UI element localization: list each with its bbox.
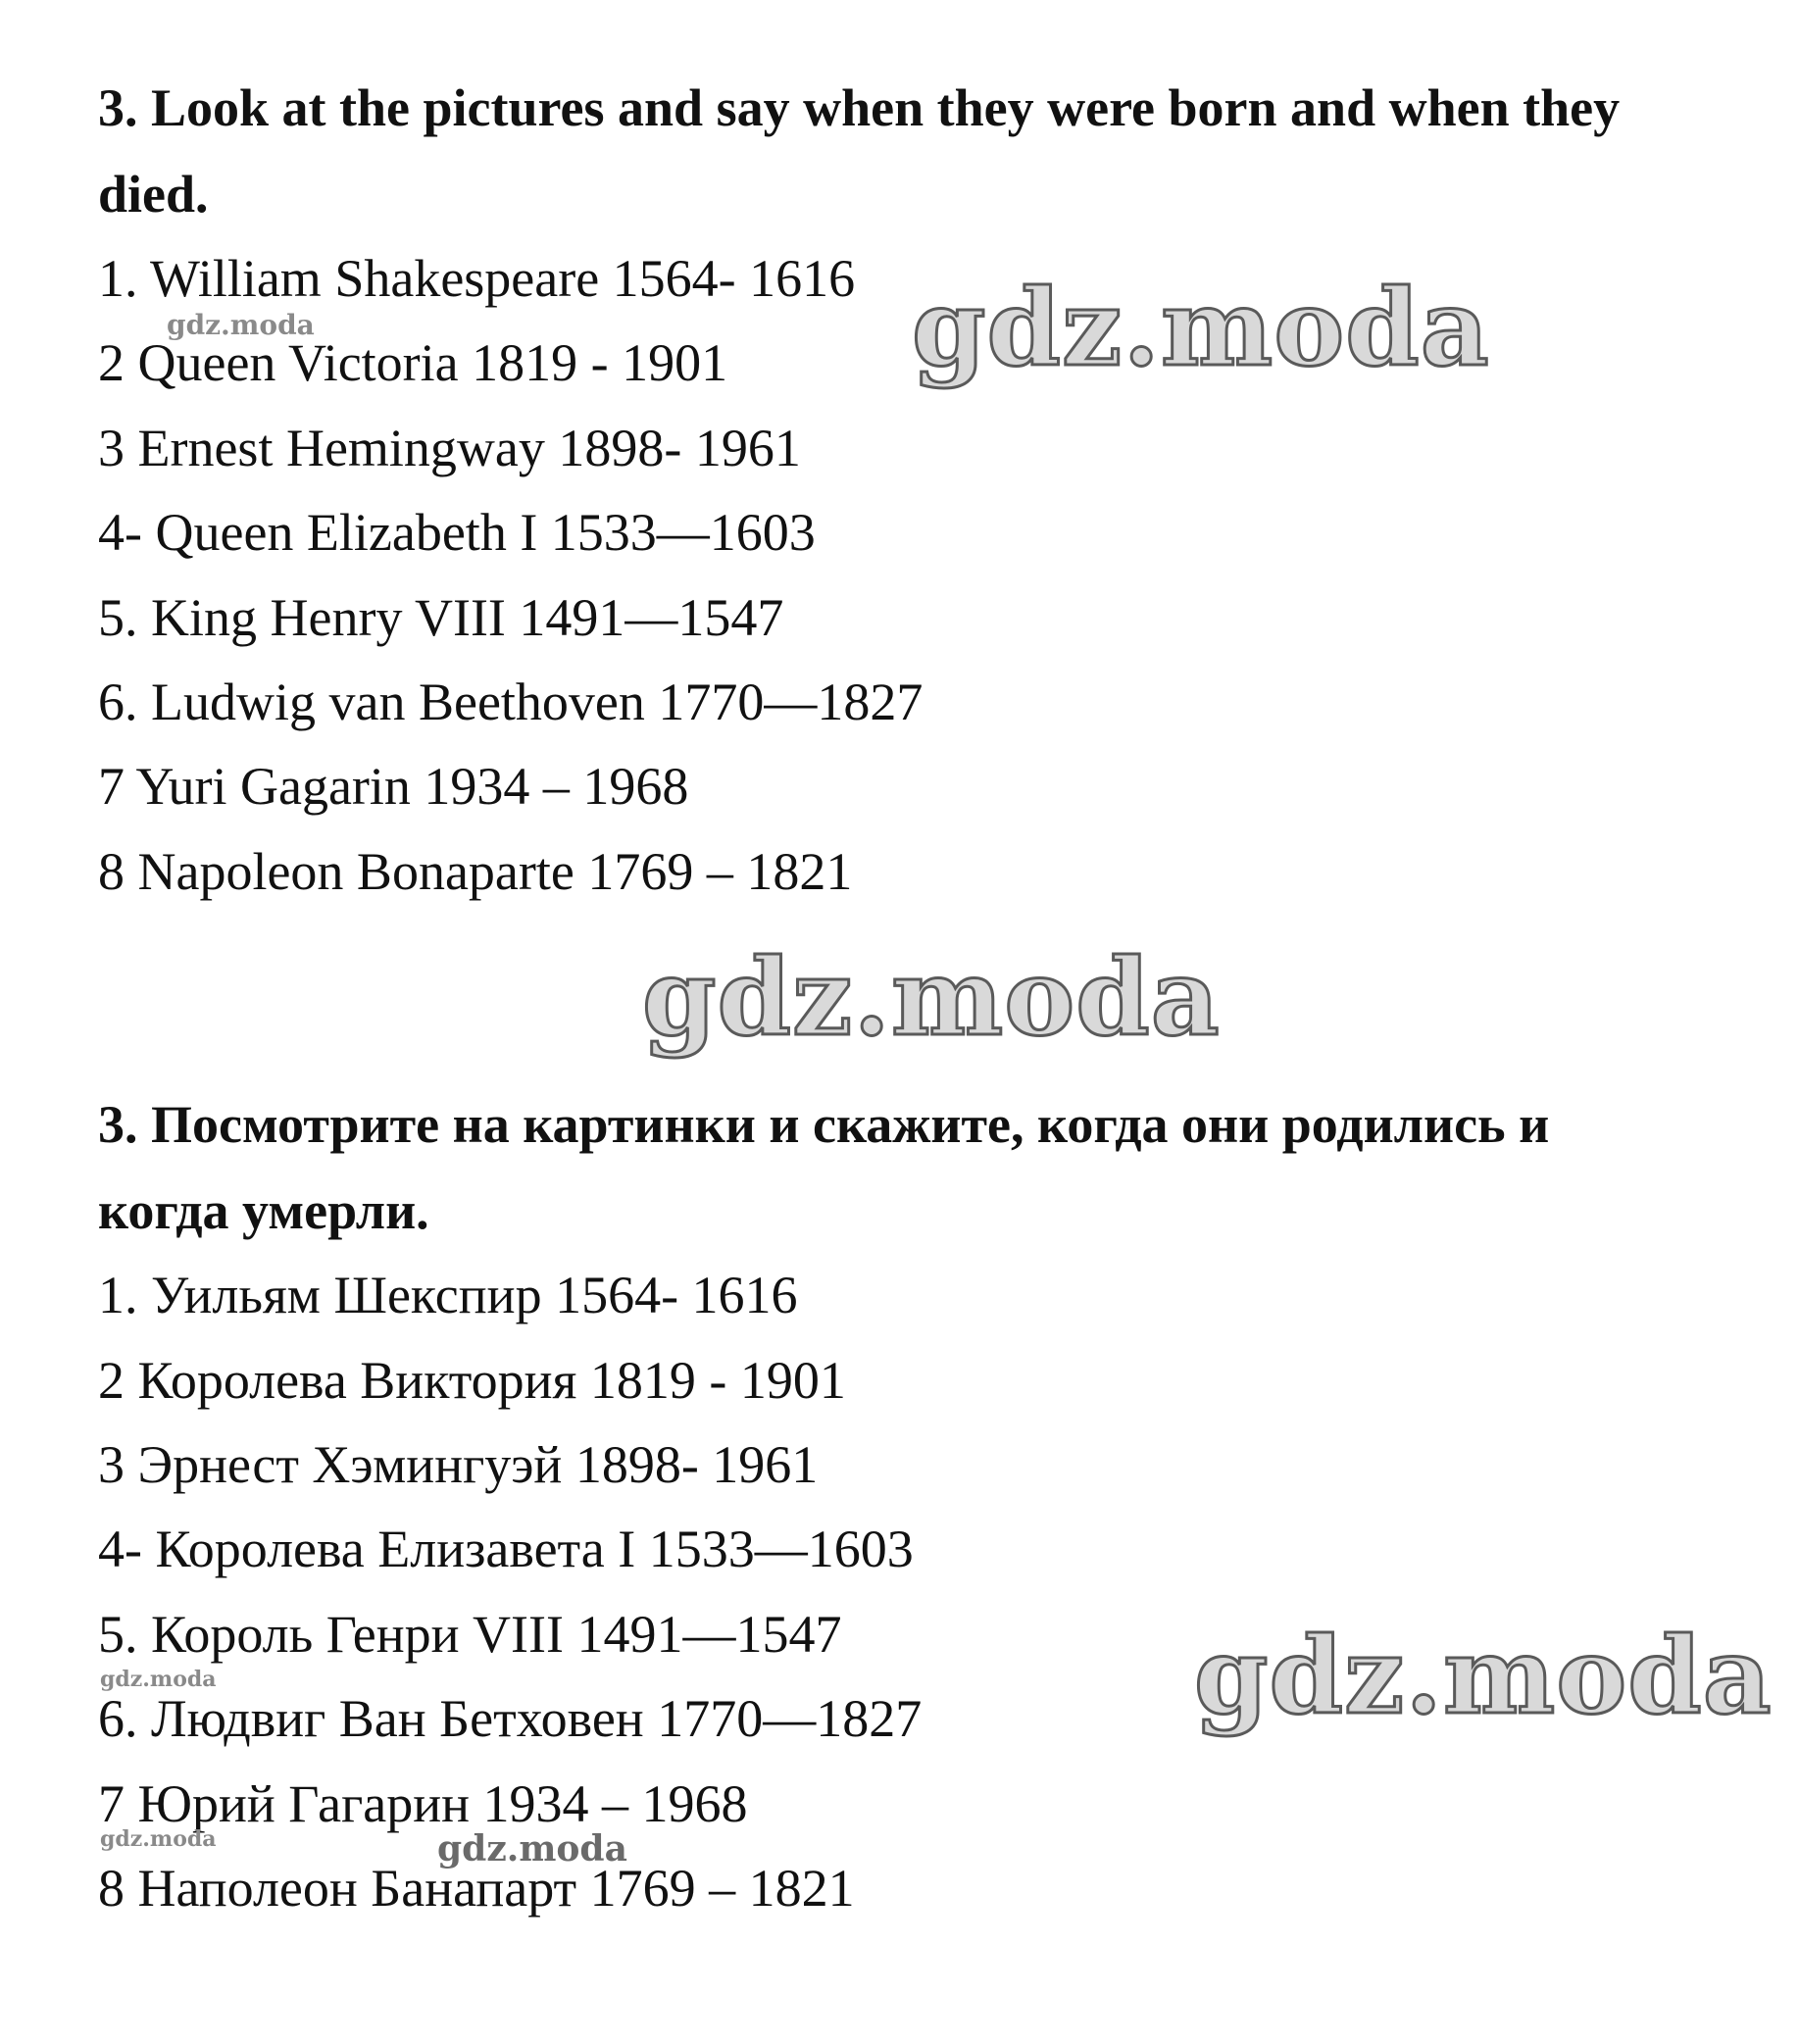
english-heading-line-1: 3. Look at the pictures and say when they were born and when they bbox=[98, 78, 1621, 137]
watermark-large: gdz.moda bbox=[912, 267, 1490, 390]
watermark-small: gdz.moda bbox=[437, 1828, 627, 1870]
watermark-small: gdz.moda bbox=[167, 309, 315, 341]
russian-item-2: 2 Королева Виктория 1819 - 1901 bbox=[98, 1351, 846, 1410]
russian-item-1: 1. Уильям Шекспир 1564- 1616 bbox=[98, 1266, 798, 1324]
russian-item-5: 5. Король Генри VIII 1491—1547 bbox=[98, 1605, 842, 1664]
watermark-small: gdz.moda bbox=[100, 1826, 217, 1852]
english-item-2: 2 Queen Victoria 1819 - 1901 bbox=[98, 333, 728, 392]
english-item-3: 3 Ernest Hemingway 1898- 1961 bbox=[98, 419, 801, 477]
english-item-7: 7 Yuri Gagarin 1934 – 1968 bbox=[98, 757, 689, 816]
english-item-6: 6. Ludwig van Beethoven 1770—1827 bbox=[98, 673, 924, 731]
english-item-8: 8 Napoleon Bonaparte 1769 – 1821 bbox=[98, 842, 853, 901]
english-item-5: 5. King Henry VIII 1491—1547 bbox=[98, 588, 784, 647]
english-heading-line-2: died. bbox=[98, 165, 209, 224]
russian-heading-line-1: 3. Посмотрите на картинки и скажите, когда они родились и bbox=[98, 1095, 1550, 1154]
russian-item-8: 8 Наполеон Банапарт 1769 – 1821 bbox=[98, 1859, 855, 1918]
watermark-large: gdz.moda bbox=[642, 936, 1221, 1060]
watermark-large: gdz.moda bbox=[1194, 1615, 1773, 1738]
russian-item-4: 4- Королева Елизавета I 1533—1603 bbox=[98, 1520, 914, 1578]
russian-item-7: 7 Юрий Гагарин 1934 – 1968 bbox=[98, 1774, 748, 1833]
watermark-small: gdz.moda bbox=[100, 1667, 217, 1692]
russian-heading-line-2: когда умерли. bbox=[98, 1181, 429, 1240]
russian-item-6: 6. Людвиг Ван Бетховен 1770—1827 bbox=[98, 1689, 923, 1748]
russian-item-3: 3 Эрнест Хэмингуэй 1898- 1961 bbox=[98, 1435, 819, 1494]
english-item-1: 1. William Shakespeare 1564- 1616 bbox=[98, 249, 856, 308]
english-item-4: 4- Queen Elizabeth I 1533—1603 bbox=[98, 503, 816, 562]
